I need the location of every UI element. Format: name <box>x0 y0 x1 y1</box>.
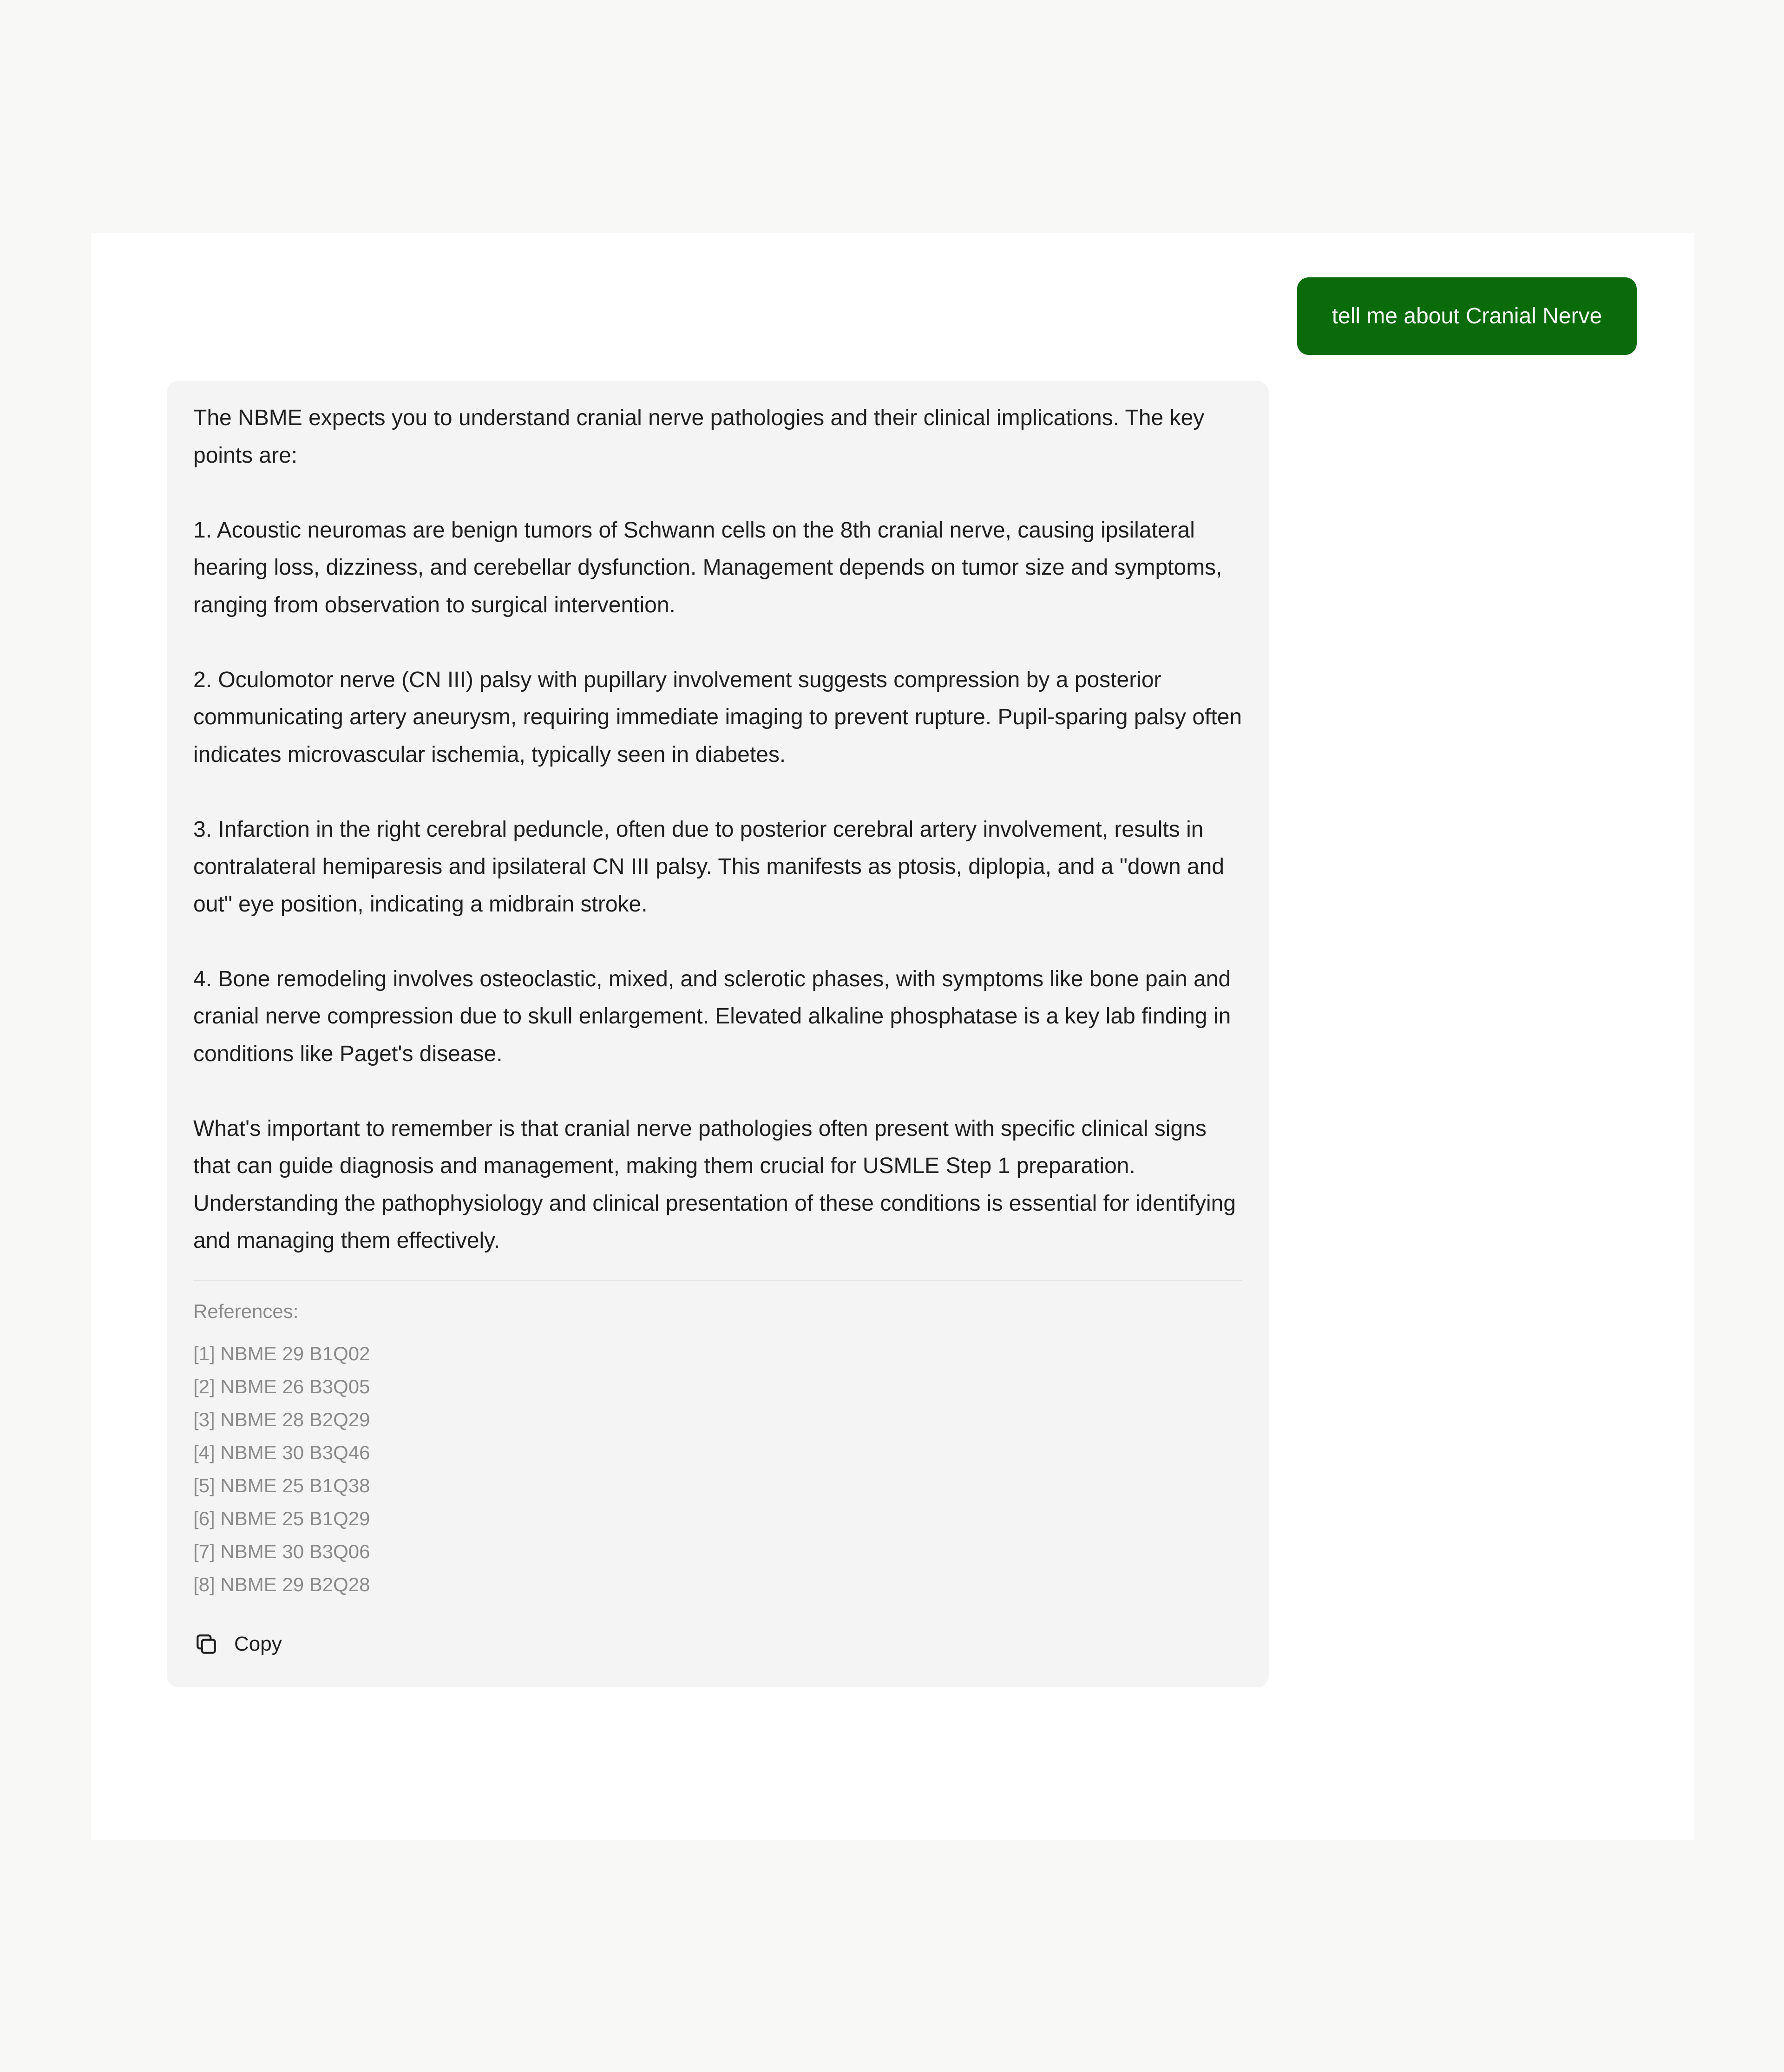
reference-item: [1] NBME 29 B1Q02 <box>193 1343 370 1364</box>
copy-button[interactable] <box>179 1617 295 1672</box>
answer-paragraph: 4. Bone remodeling involves osteoclastic, mixed, and sclerotic phases, with symptoms like bone pain and cranial nerve compression due to skull enlargement. Elevated alkaline phosphatase is a key lab finding in conditions like Paget's disease. <box>193 966 1231 1066</box>
user-message-bubble: tell me about Cranial Nerve <box>1297 277 1637 355</box>
reference-item: [8] NBME 29 B2Q28 <box>193 1574 370 1595</box>
reference-item: [3] NBME 28 B2Q29 <box>193 1409 370 1430</box>
answer-paragraph: What's important to remember is that cranial nerve pathologies often present with specific clinical signs that can guide diagnosis and management, making them crucial for USMLE Step 1 preparation. Understanding the pathophysiology and clinical presentation of these conditions is essential for identifying and managing them effectively. <box>193 1116 1236 1253</box>
reference-item: [7] NBME 30 B3Q06 <box>193 1541 370 1562</box>
references-list <box>193 1337 751 1601</box>
assistant-message-card <box>167 381 1269 1687</box>
answer-paragraph: 1. Acoustic neuromas are benign tumors of Schwann cells on the 8th cranial nerve, causing ipsilateral hearing loss, dizziness, and cerebellar dysfunction. Management depends on tumor size and symptoms, ranging from observation to surgical intervention. <box>193 518 1222 617</box>
answer-paragraph: The NBME expects you to understand cranial nerve pathologies and their clinical implications. The key points are: <box>193 406 1205 468</box>
reference-item: [4] NBME 30 B3Q46 <box>193 1442 370 1463</box>
copy-icon <box>192 1630 220 1658</box>
answer-paragraph: 3. Infarction in the right cerebral peduncle, often due to posterior cerebral artery involvement, results in contralateral hemiparesis and ipsilateral CN III palsy. This manifests as ptosis, diplopia, and a "down and out" eye position, indicating a midbrain stroke. <box>193 817 1225 917</box>
reference-item: [5] NBME 25 B1Q38 <box>193 1475 370 1496</box>
reference-item: [2] NBME 26 B3Q05 <box>193 1376 370 1397</box>
references-title: References: <box>193 1300 299 1322</box>
references-divider <box>193 1280 1242 1281</box>
answer-paragraph: 2. Oculomotor nerve (CN III) palsy with pupillary involvement suggests compression by a posterior communicating artery aneurysm, requiring immediate imaging to prevent rupture. Pupil-sparing palsy often indicates microvascular ischemia, typically seen in diabetes. <box>193 667 1242 767</box>
copy-button-label: Copy <box>234 1633 282 1655</box>
references-section <box>193 1298 751 1601</box>
reference-item: [6] NBME 25 B1Q29 <box>193 1508 370 1529</box>
assistant-answer <box>193 400 1248 1260</box>
chat-panel <box>91 233 1694 1840</box>
